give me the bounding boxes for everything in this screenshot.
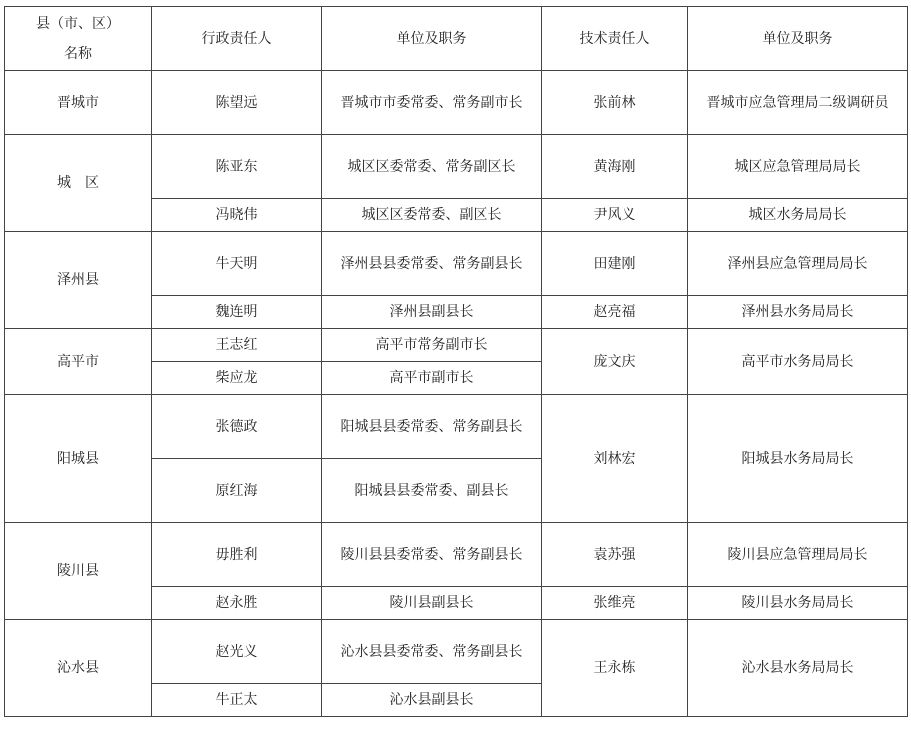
tech-unit-cell: 城区水务局局长 (688, 199, 908, 232)
tech-unit-cell: 城区应急管理局局长 (688, 135, 908, 199)
admin-unit-cell: 高平市副市长 (322, 362, 542, 395)
header-county: 县（市、区） 名称 (5, 7, 152, 71)
tech-unit-cell: 晋城市应急管理局二级调研员 (688, 71, 908, 135)
tech-cell: 黄海刚 (542, 135, 688, 199)
admin-cell: 陈亚东 (152, 135, 322, 199)
admin-cell: 张德政 (152, 395, 322, 459)
admin-unit-cell: 阳城县县委常委、常务副县长 (322, 395, 542, 459)
tech-unit-cell: 泽州县应急管理局局长 (688, 232, 908, 296)
tech-unit-cell: 沁水县水务局局长 (688, 620, 908, 717)
header-admin: 行政责任人 (152, 7, 322, 71)
tech-unit-cell: 泽州县水务局局长 (688, 296, 908, 329)
tech-cell: 庞文庆 (542, 329, 688, 395)
table-row (5, 620, 908, 684)
tech-cell: 田建刚 (542, 232, 688, 296)
admin-unit-cell: 沁水县县委常委、常务副县长 (322, 620, 542, 684)
table-row (5, 232, 908, 296)
admin-cell: 原红海 (152, 459, 322, 523)
table-row (5, 71, 908, 135)
tech-unit-cell: 阳城县水务局局长 (688, 395, 908, 523)
table-row (5, 395, 908, 459)
header-admin-unit: 单位及职务 (322, 7, 542, 71)
tech-cell: 刘林宏 (542, 395, 688, 523)
tech-cell: 王永栋 (542, 620, 688, 717)
admin-unit-cell: 沁水县副县长 (322, 684, 542, 717)
county-cell: 晋城市 (5, 71, 152, 135)
tech-cell: 尹风义 (542, 199, 688, 232)
tech-cell: 袁苏强 (542, 523, 688, 587)
county-cell: 陵川县 (5, 523, 152, 620)
admin-cell: 赵永胜 (152, 587, 322, 620)
admin-unit-cell: 泽州县副县长 (322, 296, 542, 329)
county-cell: 沁水县 (5, 620, 152, 717)
admin-unit-cell: 泽州县县委常委、常务副县长 (322, 232, 542, 296)
county-cell: 泽州县 (5, 232, 152, 329)
table-row (5, 135, 908, 199)
admin-cell: 柴应龙 (152, 362, 322, 395)
tech-cell: 张维亮 (542, 587, 688, 620)
county-cell: 高平市 (5, 329, 152, 395)
county-cell: 城 区 (5, 135, 152, 232)
admin-cell: 赵光义 (152, 620, 322, 684)
admin-cell: 陈望远 (152, 71, 322, 135)
admin-unit-cell: 陵川县县委常委、常务副县长 (322, 523, 542, 587)
admin-cell: 毋胜利 (152, 523, 322, 587)
admin-cell: 牛天明 (152, 232, 322, 296)
admin-unit-cell: 陵川县副县长 (322, 587, 542, 620)
table-row (5, 523, 908, 587)
admin-unit-cell: 高平市常务副市长 (322, 329, 542, 362)
header-tech-unit: 单位及职务 (688, 7, 908, 71)
county-cell: 阳城县 (5, 395, 152, 523)
admin-cell: 王志红 (152, 329, 322, 362)
admin-unit-cell: 阳城县县委常委、副县长 (322, 459, 542, 523)
tech-unit-cell: 高平市水务局局长 (688, 329, 908, 395)
admin-cell: 魏连明 (152, 296, 322, 329)
header-tech: 技术责任人 (542, 7, 688, 71)
table-row (5, 329, 908, 362)
tech-cell: 张前林 (542, 71, 688, 135)
tech-unit-cell: 陵川县水务局局长 (688, 587, 908, 620)
admin-unit-cell: 城区区委常委、副区长 (322, 199, 542, 232)
responsibility-table (4, 6, 908, 717)
admin-unit-cell: 晋城市市委常委、常务副市长 (322, 71, 542, 135)
tech-cell: 赵亮福 (542, 296, 688, 329)
admin-cell: 牛正太 (152, 684, 322, 717)
tech-unit-cell: 陵川县应急管理局局长 (688, 523, 908, 587)
admin-cell: 冯晓伟 (152, 199, 322, 232)
admin-unit-cell: 城区区委常委、常务副区长 (322, 135, 542, 199)
header-row (5, 7, 908, 71)
